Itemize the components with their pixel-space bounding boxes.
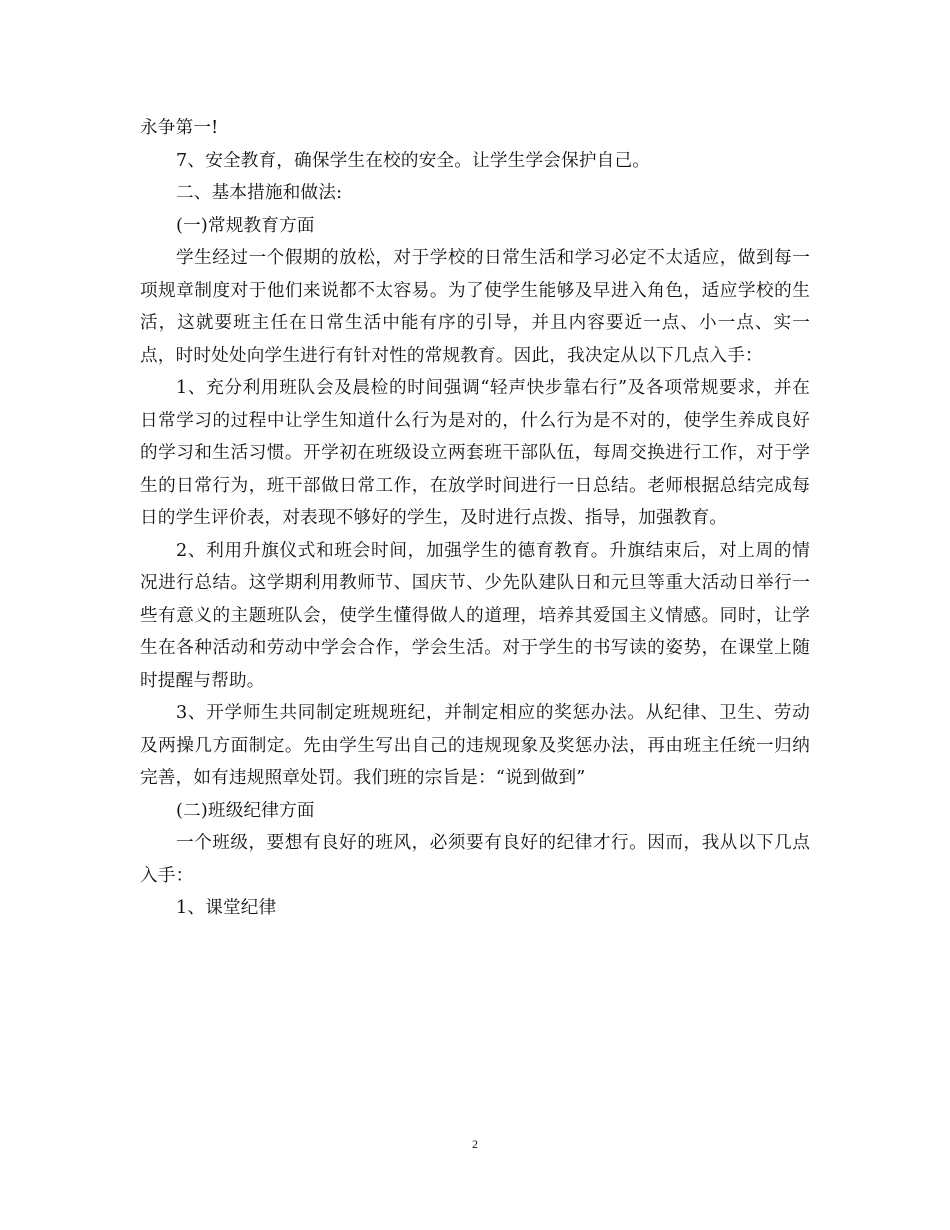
paragraph-discipline-intro: 一个班级，要想有良好的班风，必须要有良好的纪律才行。因而，我从以下几点入手： — [140, 833, 810, 886]
paragraph-item-3: 3、开学师生共同制定班规班纪，并制定相应的奖惩办法。从纪律、卫生、劳动及两操几方面制定。先由学生写出自己的违规现象及奖惩办法，再由班主任统一归纳完善，如有违规照章处罚。我们班的宗旨是：“说到做到” — [140, 703, 810, 788]
paragraph-routine-intro: 学生经过一个假期的放松，对于学校的日常生活和学习必定不太适应，做到每一项规章制度对于他们来说都不太容易。为了使学生能够及早进入角色，适应学校的生活，这就要班主任在日常生活中能有序的引导，并且内容要近一点、小一点、实一点，时时处处向学生进行有针对性的常规教育。因此，我决定从以下几点入手： — [140, 248, 810, 366]
subsection-heading-class-discipline: (二)班级纪律方面 — [176, 800, 315, 821]
page-number: 2 — [472, 1137, 478, 1151]
document-body — [140, 112, 810, 925]
paragraph-classroom-discipline: 1、课堂纪律 — [176, 898, 277, 918]
paragraph-item-1: 1、充分利用班队会及晨检的时间强调“轻声快步靠右行”及各项常规要求，并在日常学习的过程中让学生知道什么行为是对的，什么行为是不对的，使学生养成良好的学习和生活习惯。开学初在班级设立两套班干部队伍，每周交换进行工作，对于学生的日常行为，班干部做日常工作，在放学时间进行一日总结。老师根据总结完成每日的学生评价表，对表现不够好的学生，及时进行点拨、指导，加强教育。 — [140, 378, 810, 528]
paragraph-item-2: 2、利用升旗仪式和班会时间，加强学生的德育教育。升旗结束后，对上周的情况进行总结。这学期利用教师节、国庆节、少先队建队日和元旦等重大活动日举行一些有意义的主题班队会，使学生懂得做人的道理，培养其爱国主义情感。同时，让学生在各种活动和劳动中学会合作，学会生活。对于学生的书写读的姿势，在课堂上随时提醒与帮助。 — [140, 540, 810, 691]
subsection-heading-routine-education: (一)常规教育方面 — [176, 215, 315, 236]
section-heading-measures: 二、基本措施和做法: — [176, 183, 343, 203]
paragraph-safety-education: 7、安全教育，确保学生在校的安全。让学生学会保护自己。 — [176, 150, 651, 171]
paragraph-continuation: 永争第一! — [140, 118, 219, 138]
